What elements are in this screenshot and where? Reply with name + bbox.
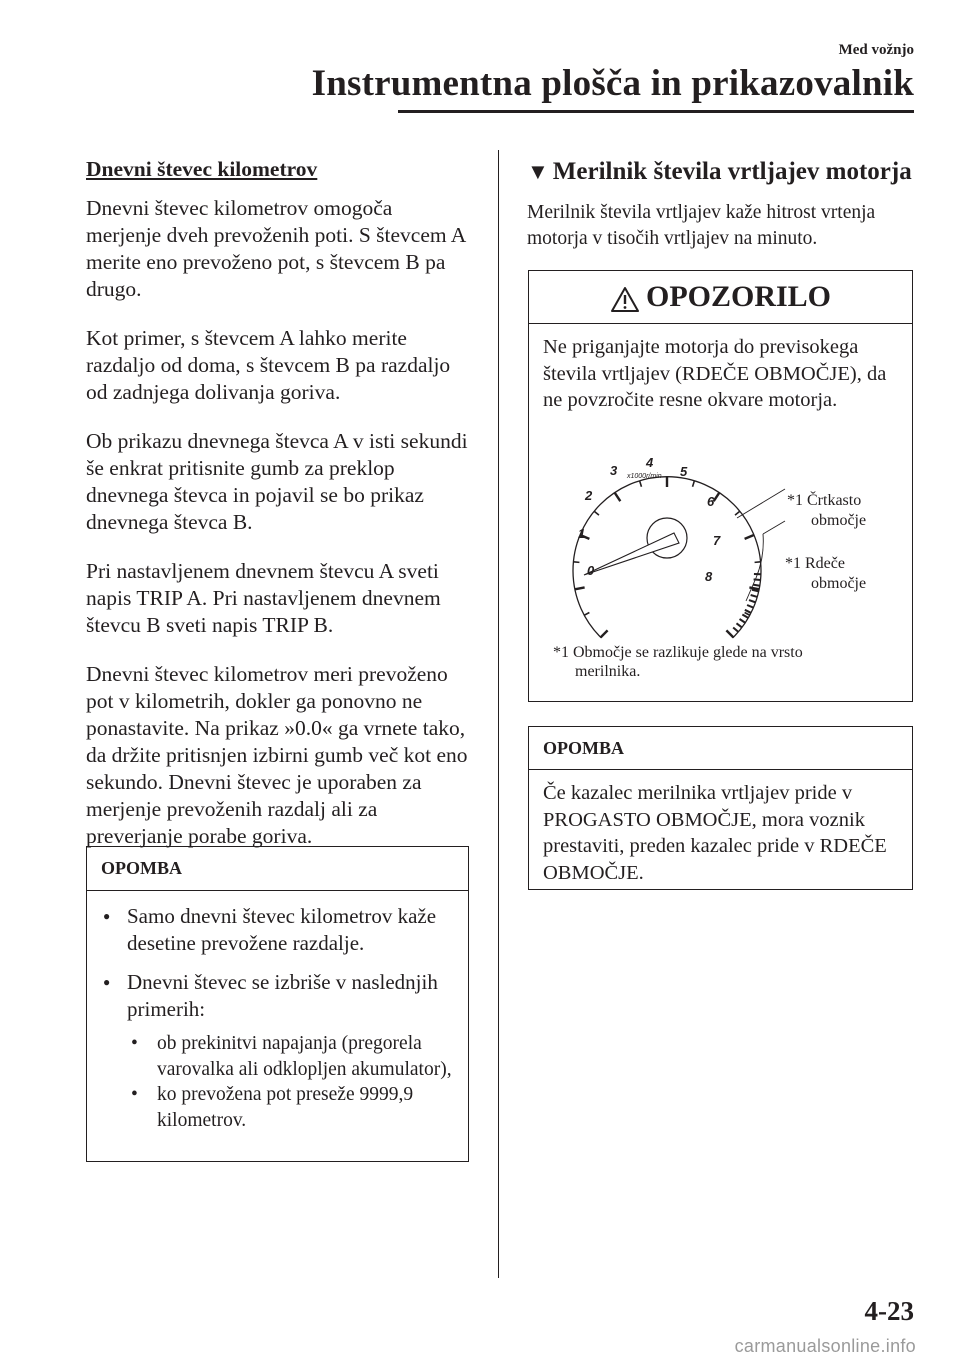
gauge-tick [601, 630, 608, 637]
gauge-tick [640, 481, 642, 487]
gauge-needle [584, 533, 679, 575]
note-title: OPOMBA [529, 727, 912, 770]
gauge-number-0: 0 [587, 563, 595, 578]
gauge-number-1: 1 [578, 526, 586, 541]
gauge-number-5: 5 [680, 464, 688, 479]
section-name: Med vožnjo [838, 42, 914, 58]
red-zone-leader [763, 521, 785, 534]
page-number: 4-23 [864, 1296, 914, 1326]
triangle-down-icon: ▼ [527, 159, 549, 184]
gauge-tick [755, 562, 761, 563]
red-zone-tick [740, 619, 746, 623]
watermark: carmanualsonline.info [734, 1336, 916, 1356]
warning-title: OPOZORILO [645, 280, 832, 313]
note-sub-bullet: • ko prevožena pot preseže 9999,9 kilometrov. [131, 1082, 454, 1133]
note-text: Če kazalec merilnika vrtljajev pride v PROGASTO OBMOČJE, mora voznik prestaviti, preden kazalec pride v RDEČE OBMOČJE. [543, 782, 887, 884]
left-column [86, 156, 470, 872]
gauge-number-2: 2 [585, 488, 593, 503]
red-zone-tick [754, 579, 761, 580]
header-rule [398, 110, 914, 113]
note-title: OPOMBA [87, 847, 468, 891]
gauge-tick [575, 587, 585, 589]
warning-text: Ne priganjajte motorja do previsokega števila vrtljajev (RDEČE OBMOČJE), da ne povzročite resne okvare motorja. [543, 336, 887, 411]
tachometer-heading-text: Merilnik števila vrtljajev motorja [552, 158, 912, 185]
gauge-tick [573, 562, 579, 563]
red-zone-tick [751, 595, 758, 597]
note-bullet-text: Dnevni števec se izbriše v naslednjih primerih: [127, 970, 438, 1021]
gauge-footnote-line1: *1 Območje se razlikuje glede na vrsto [553, 644, 803, 661]
gauge-number-6: 6 [707, 494, 715, 509]
note-bullet: ● Samo dnevni števec kilometrov kaže desetine prevožene razdalje. [101, 903, 454, 957]
column-divider [498, 150, 499, 1278]
gauge-number-3: 3 [610, 463, 618, 478]
note-box-trip [86, 846, 469, 1162]
gauge-tick [735, 511, 740, 515]
warning-box [528, 270, 913, 702]
gauge-tick [745, 535, 754, 539]
gauge-number-4: 4 [646, 455, 654, 470]
red-zone-tick [753, 585, 760, 586]
gauge-unit: x1000r/min [627, 473, 662, 480]
gauge-label-dashed-zone-2: območje [811, 512, 867, 529]
gauge-label-red-zone-2: območje [811, 575, 867, 592]
gauge-label-dashed-zone: *1 Črtkasto [787, 492, 862, 509]
gauge-dial-arc [573, 477, 761, 638]
red-zone-tick [736, 623, 742, 627]
red-zone-tick [733, 628, 738, 633]
note-box-tachometer [528, 726, 913, 890]
note-sub-bullet: • ob prekinitvi napajanja (pregorela varovalka ali odklopljen akumulator), [131, 1031, 454, 1082]
note-sub-bullets [127, 1023, 454, 1133]
paragraph-1: Dnevni števec kilometrov omogoča merjenje dveh prevoženih poti. S števcem A merite eno prevoženo pot, s števcem B pa drugo. [86, 196, 466, 301]
gauge-tick [693, 481, 695, 487]
gauge-number-7: 7 [713, 533, 721, 548]
gauge-tick [714, 493, 720, 501]
paragraph-2: Kot primer, s števcem A lahko merite razdaljo od doma, s števcem B pa razdaljo od zadnjega dolivanja goriva. [86, 326, 451, 404]
tachometer-intro: Merilnik števila vrtljajev kaže hitrost vrtenja motorja v tisočih vrtljajev na minuto. [527, 202, 876, 249]
gauge-tick [615, 493, 621, 501]
gauge-tick [726, 630, 733, 637]
red-zone-tick [747, 605, 753, 608]
paragraph-4: Pri nastavljenem dnevnem števcu A sveti napis TRIP A. Pri nastavljenem dnevnem števcu B sveti napis TRIP B. [86, 559, 441, 637]
gauge-number-8: 8 [705, 569, 713, 584]
gauge-tick [584, 612, 589, 615]
tachometer-diagram [549, 433, 889, 643]
note-bullets [87, 891, 468, 1133]
paragraph-3: Ob prikazu dnevnega števca A v isti sekundi še enkrat pritisnite gumb za preklop dnevnega števca in pojavil se bo prikaz dnevnega števca B. [86, 429, 468, 534]
paragraph-5: Dnevni števec kilometrov meri prevoženo pot v kilometrih, dokler ga ponovno ne ponastavite. Na prikaz »0.0« ga vrnete tako, da držite pritisnjen izbirni gumb več kot eno sekundo. Dnevni števec je uporaben za merjenje prevoženih razdalj ali za preverjanje porabe goriva. [86, 662, 468, 848]
red-zone-tick [742, 615, 748, 619]
gauge-footnote-line2: merilnika. [575, 663, 641, 680]
gauge-tick [594, 511, 599, 515]
tachometer-heading [527, 158, 912, 186]
warning-header [529, 271, 912, 324]
warning-triangle-icon [610, 286, 640, 313]
gauge-footnote [553, 643, 893, 681]
subheading-trip-meter: Dnevni števec kilometrov [86, 157, 318, 181]
dashed-zone-leader [737, 489, 785, 518]
note-bullet [101, 969, 454, 1133]
red-zone-tick [749, 600, 756, 602]
gauge-ticks [573, 477, 760, 637]
gauge-label-red-zone: *1 Rdeče [785, 555, 845, 572]
page-title: Instrumentna plošča in prikazovalnik [311, 63, 914, 104]
